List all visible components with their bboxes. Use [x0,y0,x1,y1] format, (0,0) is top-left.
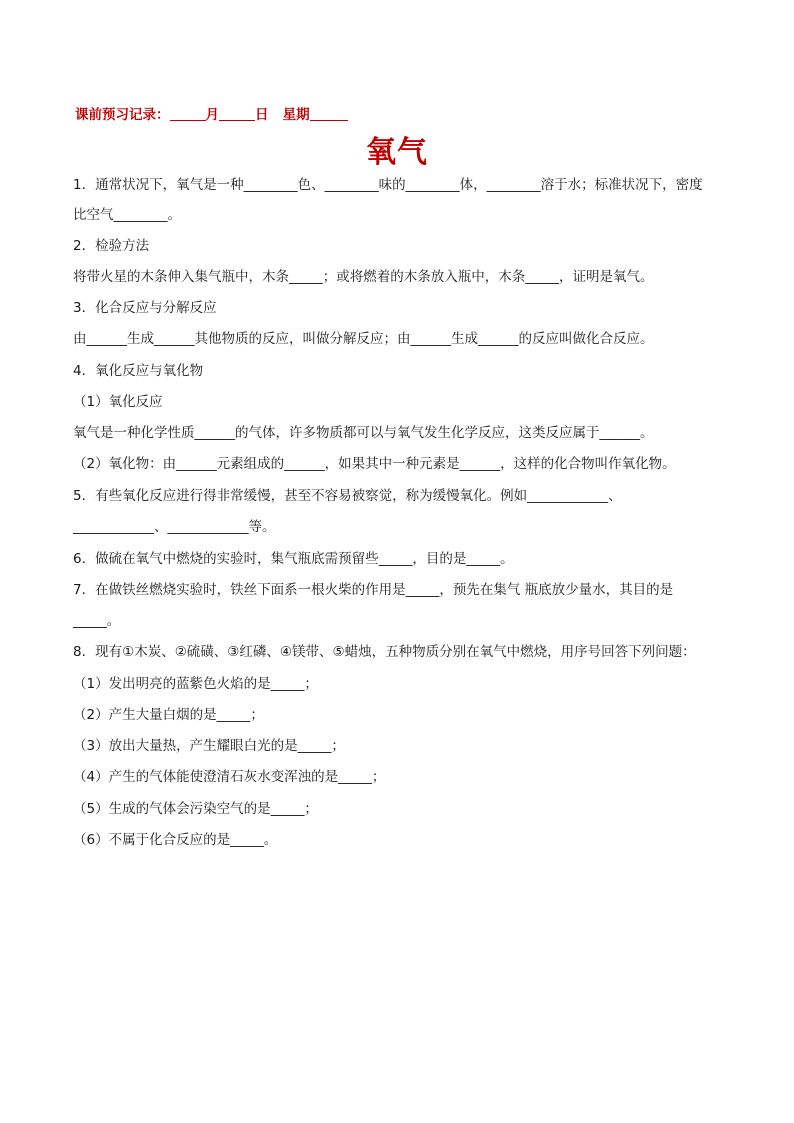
question-7-line-2: _____。 [73,613,121,629]
page-title: 氧气 [366,135,428,170]
question-8-item-4: （4）产生的气体能使澄清石灰水变浑浊的是_____； [73,769,386,785]
day-label: 日 [255,107,269,123]
question-4-sub-1-text: 氧气是一种化学性质______的气体，许多物质都可以与氧气发生化学反应，这类反应属于______。 [73,425,654,441]
question-5-line-1: 5．有些氧化反应进行得非常缓慢，甚至不容易被察觉，称为缓慢氧化。例如____________、 [73,488,622,504]
question-2-heading: 2．检验方法 [73,238,150,254]
month-blank [170,106,206,121]
question-4-heading: 4．氧化反应与氧化物 [73,363,204,379]
question-3-heading: 3．化合反应与分解反应 [73,300,217,316]
question-8-item-1: （1）发出明亮的蓝紫色火焰的是_____； [73,676,318,692]
week-blank [310,106,348,121]
question-8-item-2: （2）产生大量白烟的是_____； [73,707,264,723]
day-blank [219,106,255,121]
question-8-item-3: （3）放出大量热，产生耀眼白光的是_____； [73,738,345,754]
question-8-item-5: （5）生成的气体会污染空气的是_____； [73,801,318,817]
question-5-line-2: ____________、____________等。 [73,519,276,535]
question-1-line-1: 1．通常状况下，氧气是一种________色、________味的________体，________溶于水；标准状况下，密度 [73,177,703,193]
question-1-line-2: 比空气________。 [73,207,181,223]
question-4-sub-2-text: （2）氧化物：由______元素组成的______，如果其中一种元素是______，这样的化合物叫作氧化物。 [73,456,676,472]
month-label: 月 [205,107,219,123]
preview-record-label: 课前预习记录： [75,107,170,123]
question-7-line-1: 7．在做铁丝燃烧实验时，铁丝下面系一根火柴的作用是_____，预先在集气 瓶底放少量水，其目的是 [73,582,674,598]
week-label: 星期 [282,107,310,123]
question-8-heading: 8．现有①木炭、②硫磺、③红磷、④镁带、⑤蜡烛，五种物质分别在氧气中燃烧，用序号回答下列问题： [73,644,696,660]
preview-record-header [75,103,348,123]
question-8-item-6: （6）不属于化合反应的是_____。 [73,832,278,848]
question-3-text: 由______生成______其他物质的反应，叫做分解反应；由______生成______的反应叫做化合反应。 [73,331,654,347]
question-6-text: 6．做硫在氧气中燃烧的实验时，集气瓶底需预留些_____，目的是_____。 [73,551,514,567]
question-2-text: 将带火星的木条伸入集气瓶中，木条_____；或将燃着的木条放入瓶中，木条_____，证明是氧气。 [73,269,654,285]
question-4-sub-1-heading: （1）氧化反应 [73,394,163,410]
